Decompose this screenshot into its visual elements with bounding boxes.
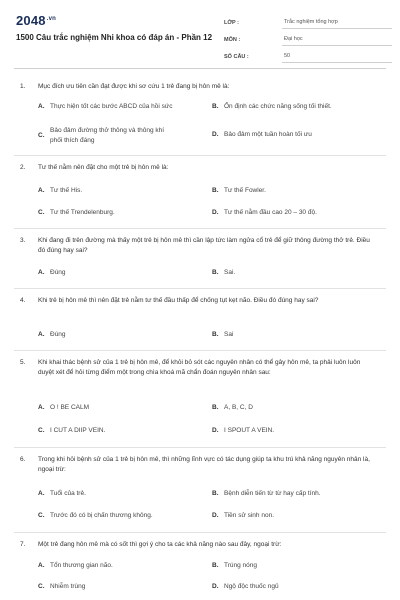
question-number: 7.: [20, 541, 26, 548]
option-text: Bảo đảm đường thở thông và thông khí phối thích đáng: [50, 127, 165, 144]
question-7: [20, 540, 375, 550]
question-1: [20, 82, 375, 92]
question-divider: [14, 288, 386, 289]
logo-suffix: .vn: [46, 15, 57, 22]
question-number: 6.: [20, 456, 26, 463]
option-letter: D.: [212, 427, 219, 434]
question-2: [20, 163, 375, 173]
meta-label: MÔN :: [224, 37, 241, 43]
option-text: Tư thế His.: [50, 187, 83, 194]
option-text: Nhiễm trùng: [50, 583, 86, 590]
document-header: [0, 0, 400, 62]
option-text: Ổn định các chức năng sống tối thiết.: [224, 103, 332, 110]
option-text: I SPOUT A VEIN.: [224, 427, 275, 434]
question-number: 2.: [20, 164, 26, 171]
question-text: Khi trẻ bị hôn mê thì nên đặt trẻ nằm tư thế đầu thấp để chống tụt kẹt não. Điều đó đúng hay sai?: [38, 297, 319, 304]
logo-text: 2048: [16, 13, 46, 28]
option-letter: A.: [38, 331, 45, 338]
page-title: 1500 Câu trắc nghiệm Nhi khoa có đáp án - Phần 12: [16, 33, 213, 42]
option-letter: A.: [38, 187, 45, 194]
option-d[interactable]: [212, 511, 369, 521]
option-a[interactable]: [38, 186, 195, 196]
option-letter: C.: [38, 209, 45, 216]
option-text: Tư thế Fowler.: [224, 187, 266, 194]
option-letter: C.: [38, 583, 45, 590]
option-letter: D.: [212, 131, 219, 138]
option-text: Bệnh diễn tiến từ từ hay cấp tính.: [224, 490, 321, 497]
option-text: Ngộ độc thuốc ngủ: [224, 583, 279, 590]
option-b[interactable]: [212, 186, 369, 196]
option-letter: A.: [38, 490, 45, 497]
question-text: Tư thế nằm nên đặt cho một trẻ bị hôn mê là:: [38, 164, 169, 171]
header-divider: [14, 68, 386, 69]
meta-value: 50: [282, 53, 392, 63]
option-letter: D.: [212, 209, 219, 216]
question-text: Trong khi hỏi bệnh sử của 1 trẻ bị hôn mê, thì những lĩnh vực có tác dụng giúp ta khu trú khả năng nguyên nhân là, ngoại trừ:: [38, 456, 370, 473]
option-b[interactable]: [212, 102, 369, 112]
option-letter: B.: [212, 103, 219, 110]
option-text: O ! BE CALM: [50, 404, 90, 411]
option-letter: C.: [38, 131, 45, 139]
meta-value: Trắc nghiệm tổng hợp: [282, 19, 392, 29]
option-b[interactable]: [212, 268, 369, 278]
site-logo[interactable]: [16, 13, 56, 28]
option-c[interactable]: [38, 511, 195, 521]
option-letter: B.: [212, 490, 219, 497]
option-text: Bảo đảm một tuần hoàn tối ưu: [224, 131, 312, 138]
question-number: 5.: [20, 359, 26, 366]
option-d[interactable]: [212, 208, 369, 218]
option-a[interactable]: [38, 561, 195, 571]
option-text: Trúng nóng: [224, 562, 258, 569]
option-text: Trước đó có bị chấn thương không.: [50, 512, 153, 519]
question-text: Khi khai thác bệnh sử của 1 trẻ bị hôn mê, để khỏi bỏ sót các nguyên nhân có thể gây hôn mê, ta phải luôn luôn duyệt xét để hỏi từng điểm một trong chìa khoá mã chẩn đoán nguyên nhân sau:: [38, 359, 361, 376]
option-text: I CUT A DIIP VEIN.: [50, 427, 106, 434]
option-b[interactable]: [212, 561, 369, 571]
option-a[interactable]: [38, 268, 195, 278]
option-d[interactable]: [212, 130, 369, 140]
option-letter: C.: [38, 427, 45, 434]
option-letter: A.: [38, 562, 45, 569]
question-number: 4.: [20, 297, 26, 304]
option-letter: B.: [212, 269, 219, 276]
option-b[interactable]: [212, 403, 369, 413]
option-a[interactable]: [38, 102, 195, 112]
option-letter: B.: [212, 187, 219, 194]
option-text: Tuổi của trẻ.: [50, 490, 86, 497]
meta-value: Đại học: [282, 36, 392, 46]
option-c[interactable]: [38, 582, 195, 592]
option-letter: B.: [212, 331, 219, 338]
question-divider: [14, 532, 386, 533]
option-a[interactable]: [38, 330, 195, 340]
option-text: Sai.: [224, 269, 236, 276]
question-divider: [14, 228, 386, 229]
meta-row-subject: [224, 29, 392, 46]
meta-row-count: [224, 46, 392, 63]
option-letter: A.: [38, 269, 45, 276]
option-text: A, B, C, D: [224, 404, 253, 411]
option-letter: D.: [212, 512, 219, 519]
meta-info: [224, 12, 392, 63]
option-letter: C.: [38, 512, 45, 519]
question-text: Một trẻ đang hôn mê mà có sốt thì gợi ý cho ta các khả năng nào sau đây, ngoại trừ:: [38, 541, 282, 548]
option-letter: D.: [212, 583, 219, 590]
meta-row-class: [224, 12, 392, 29]
option-text: Đúng: [50, 269, 66, 276]
option-text: Tiền sử sinh non.: [224, 512, 274, 519]
question-text: Mục đích ưu tiên cần đạt được khi sơ cứu 1 trẻ đang bị hôn mê là:: [38, 83, 230, 90]
question-divider: [14, 350, 386, 351]
option-a[interactable]: [38, 489, 195, 499]
option-c[interactable]: [38, 126, 175, 145]
question-4: [20, 296, 375, 306]
option-text: Thực hiện tốt các bước ABCD của hồi sức: [50, 103, 173, 110]
option-letter: B.: [212, 404, 219, 411]
question-number: 1.: [20, 83, 26, 90]
question-number: 3.: [20, 237, 26, 244]
option-text: Đúng: [50, 331, 66, 338]
meta-label: LỚP :: [224, 20, 239, 26]
question-divider: [14, 447, 386, 448]
option-b[interactable]: [212, 489, 369, 499]
option-text: Sai: [224, 331, 234, 338]
question-3: [20, 236, 375, 255]
option-letter: A.: [38, 103, 45, 110]
option-letter: A.: [38, 404, 45, 411]
option-b[interactable]: [212, 330, 369, 340]
option-text: Tư thế nằm đầu cao 20 – 30 độ.: [224, 209, 317, 216]
question-6: [20, 455, 375, 474]
option-letter: B.: [212, 562, 219, 569]
option-d[interactable]: [212, 426, 369, 436]
option-text: Tổn thương gian não.: [50, 562, 113, 569]
question-text: Khi đang đi trên đường mà thấy một trẻ bị hôn mê thì cần lập tức làm ngửa cổ trẻ để giữ thông đường thở trẻ. Điều đó đúng hay sai?: [38, 237, 370, 254]
option-c[interactable]: [38, 208, 195, 218]
option-text: Tư thế Trendelenburg.: [50, 209, 115, 216]
meta-label: SỐ CÂU :: [224, 54, 249, 60]
option-d[interactable]: [212, 582, 369, 592]
question-divider: [14, 155, 386, 156]
option-c[interactable]: [38, 426, 195, 436]
question-5: [20, 358, 375, 377]
option-a[interactable]: [38, 403, 195, 413]
